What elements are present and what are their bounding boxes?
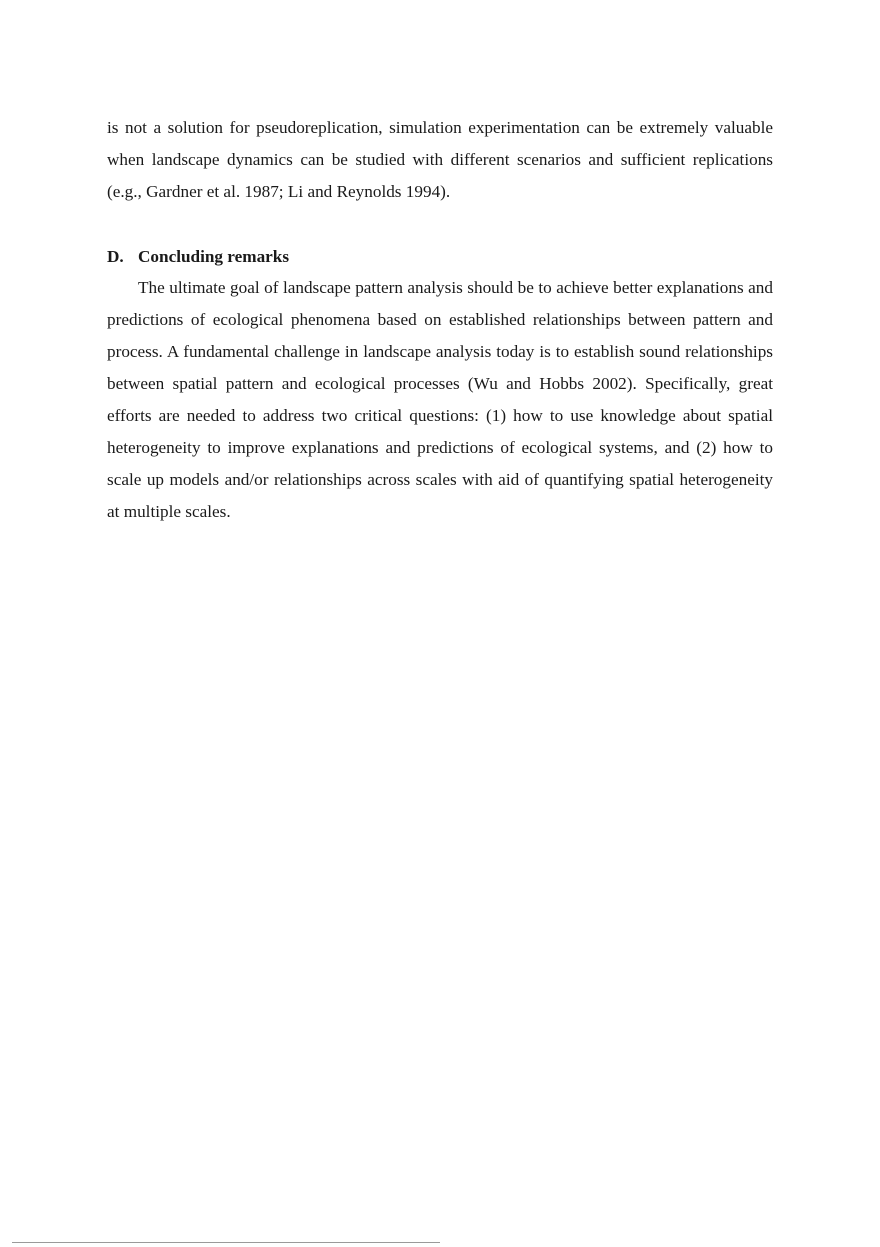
section-title: Concluding remarks	[138, 247, 290, 266]
concluding-paragraph: The ultimate goal of landscape pattern analysis should be to achieve better explanations and predictions of ecological phenomena based on established relationships between pattern and process. A fundamental challenge in landscape analysis today is to establish sound relationships between spatial pattern and ecological processes (Wu and Hobbs 2002). Specifically, great efforts are needed to address two critical questions: (1) how to use knowledge about spatial heterogeneity to improve explanations and predictions of ecological systems, and (2) how to scale up models and/or relationships across scales with aid of quantifying spatial heterogeneity at multiple scales.	[107, 278, 773, 521]
section-heading	[107, 241, 289, 273]
section-letter: D.	[107, 247, 124, 266]
footnote-separator	[12, 1242, 440, 1243]
continued-paragraph: is not a solution for pseudoreplication, simulation experimentation can be extremely valuable when landscape dynamics can be studied with different scenarios and sufficient replications (e.g., Gardner et al. 1987; Li and Reynolds 1994).	[107, 118, 773, 201]
